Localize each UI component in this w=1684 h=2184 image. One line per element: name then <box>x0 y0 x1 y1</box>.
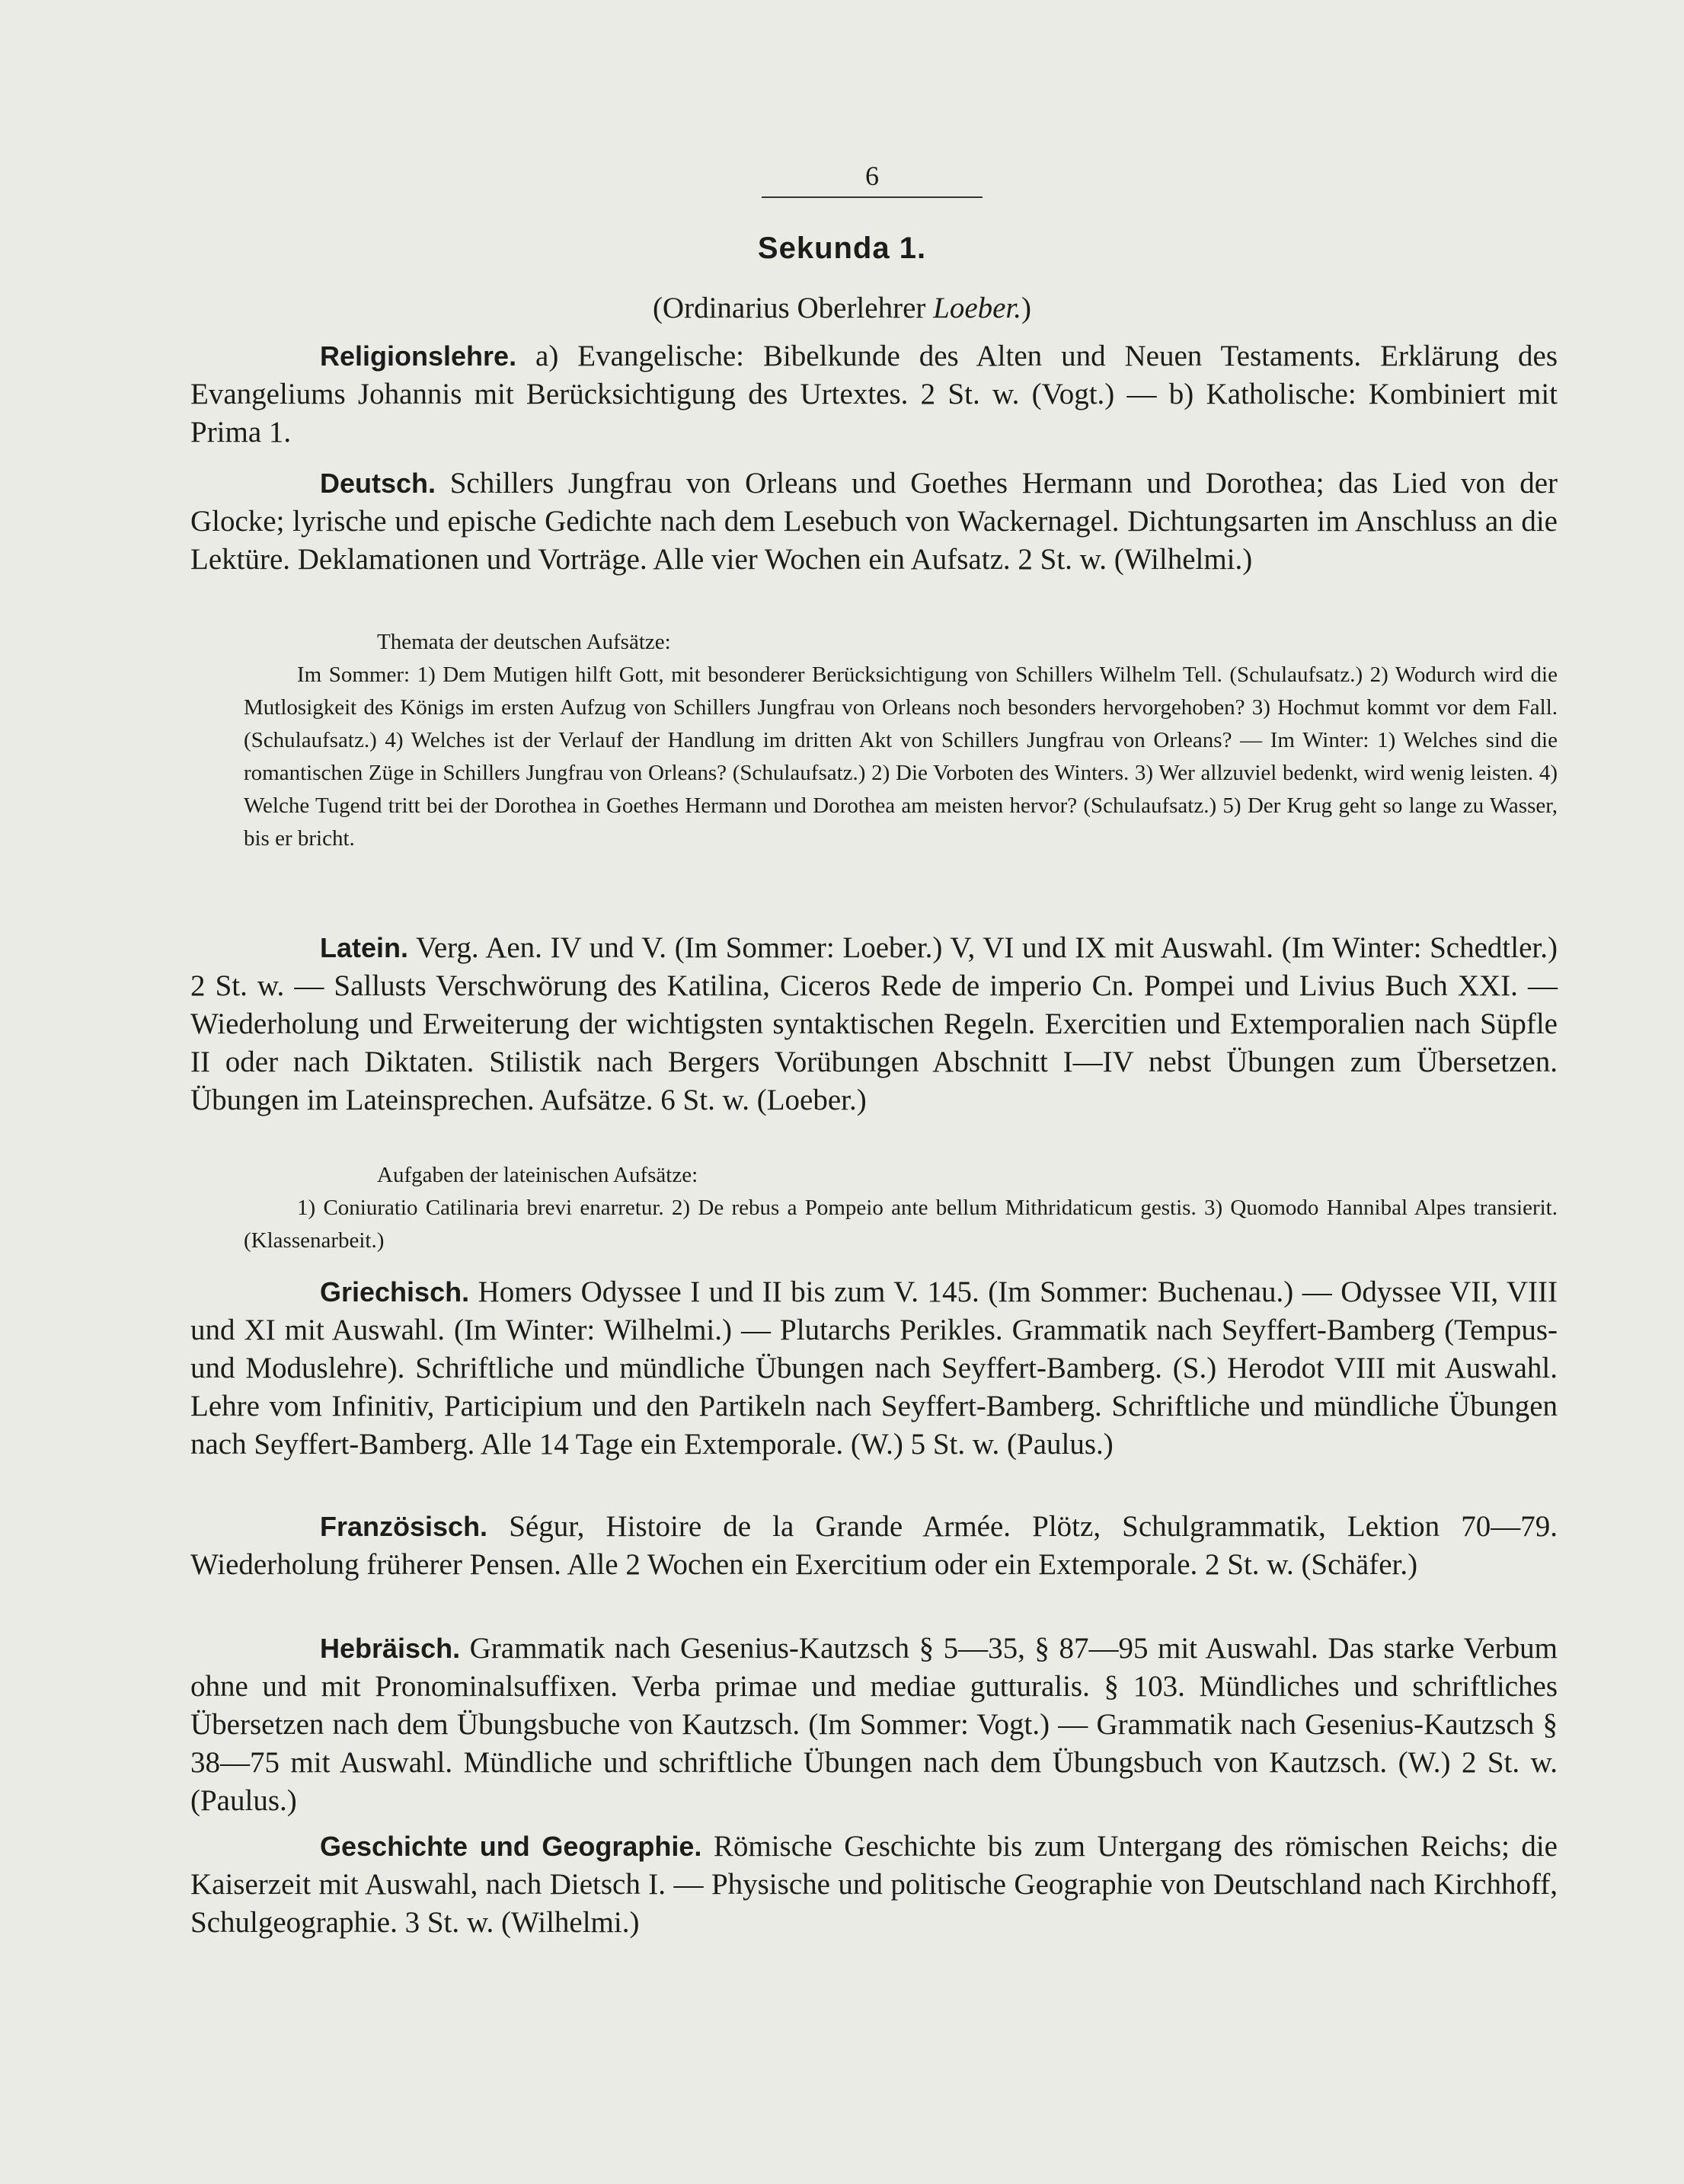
page-number-rule <box>762 196 983 198</box>
subtitle-suffix: ) <box>1021 292 1032 324</box>
section-text-deutsch: Schillers Jungfrau von Orleans und Goethes Hermann und Dorothea; das Lied von der Glocke; lyrische und epische Gedichte nach dem Lesebuch von Wackernagel. Dichtungsarten im Anschluss an die Lektüre. Deklamationen und Vorträge. Alle vier Wochen ein Aufsatz. 2 St. w. (Wilhelmi.) <box>190 467 1558 576</box>
section-latein <box>190 929 1558 1119</box>
section-religion <box>190 337 1558 452</box>
section-head-franzoesisch: Französisch. <box>320 1511 488 1542</box>
page-title: Sekunda 1. <box>757 231 927 265</box>
section-text-griechisch: Homers Odyssee I und II bis zum V. 145. (Im Sommer: Buchenau.) — Odyssee VII, VIII und XI mit Auswahl. (Im Winter: Wilhelmi.) — Plutarchs Perikles. Grammatik nach Seyffert-Bamberg (Tempus- und Moduslehre). Schriftliche und mündliche Übungen nach Seyffert-Bamberg. (S.) Herodot VIII mit Auswahl. Lehre vom Infinitiv, Participium und den Partikeln nach Seyffert-Bamberg. Schriftliche und mündliche Übungen nach Seyffert-Bamberg. Alle 14 Tage ein Extemporale. (W.) 5 St. w. (Paulus.) <box>190 1276 1558 1461</box>
section-head-griechisch: Griechisch. <box>320 1276 470 1308</box>
section-text-franzoesisch: Ségur, Histoire de la Grande Armée. Plötz, Schulgrammatik, Lektion 70—79. Wiederholung früherer Pensen. Alle 2 Wochen ein Exercitium oder ein Extemporale. 2 St. w. (Schäfer.) <box>190 1510 1558 1581</box>
section-geschichte <box>190 1828 1558 1942</box>
themata-title: Themata der deutschen Aufsätze: <box>377 630 671 654</box>
page-subtitle <box>0 291 1684 325</box>
section-head-religion: Religionslehre. <box>320 340 517 372</box>
aufgaben-block <box>244 1159 1558 1257</box>
section-text-religion: a) Evangelische: Bibelkunde des Alten und Neuen Testaments. Erklärung des Evangeliums Johannis mit Berücksichtigung des Urtextes. 2 St. w. (Vogt.) — b) Katholische: Kombiniert mit Prima 1. <box>190 340 1558 449</box>
section-text-geschichte: Römische Geschichte bis zum Untergang des römischen Reichs; die Kaiserzeit mit Auswahl, nach Dietsch I. — Physische und politische Geographie von Deutschland nach Kirchhoff, Schulgeographie. 3 St. w. (Wilhelmi.) <box>190 1830 1558 1939</box>
section-text-hebraeisch: Grammatik nach Gesenius-Kautzsch § 5—35, § 87—95 mit Auswahl. Das starke Verbum ohne und mit Pronominalsuffixen. Verba primae und mediae gutturalis. § 103. Mündliches und schriftliches Übersetzen nach dem Übungsbuche von Kautzsch. (Im Sommer: Vogt.) — Grammatik nach Gesenius-Kautzsch § 38—75 mit Auswahl. Mündliche und schriftliche Übungen nach dem Übungsbuch von Kautzsch. (W.) 2 St. w. (Paulus.) <box>190 1632 1558 1817</box>
section-deutsch <box>190 465 1558 579</box>
section-head-geschichte: Geschichte und Geographie. <box>320 1831 702 1862</box>
section-franzoesisch <box>190 1508 1558 1584</box>
section-text-latein: Verg. Aen. IV und V. (Im Sommer: Loeber.) V, VI und IX mit Auswahl. (Im Winter: Schedtler.) 2 St. w. — Sallusts Verschwörung des Katilina, Ciceros Rede de imperio Cn. Pompei und Livius Buch XXI. — Wiederholung und Erweiterung der wichtigsten syntaktischen Regeln. Exercitien und Extemporalien nach Süpfle II oder nach Diktaten. Stilistik nach Bergers Vorübungen Abschnitt I—IV nebst Übungen zum Übersetzen. Übungen im Lateinsprechen. Aufsätze. 6 St. w. (Loeber.) <box>190 931 1558 1116</box>
subtitle-prefix: (Ordinarius Oberlehrer <box>652 292 934 324</box>
section-head-hebraeisch: Hebräisch. <box>320 1633 461 1664</box>
aufgaben-title: Aufgaben der lateinischen Aufsätze: <box>377 1163 698 1187</box>
subtitle-name: Loeber. <box>933 292 1022 324</box>
aufgaben-text: 1) Coniuratio Catilinaria brevi enarretur. 2) De rebus a Pompeio ante bellum Mithridaticum gestis. 3) Quomodo Hannibal Alpes transierit. (Klassenarbeit.) <box>244 1196 1558 1253</box>
section-griechisch <box>190 1273 1558 1464</box>
section-head-deutsch: Deutsch. <box>320 468 436 499</box>
themata-block <box>244 626 1558 855</box>
themata-text: Im Sommer: 1) Dem Mutigen hilft Gott, mit besonderer Berücksichtigung von Schillers Wilhelm Tell. (Schulaufsatz.) 2) Wodurch wird die Mutlosigkeit des Königs im ersten Aufzug von Schillers Jungfrau von Orleans noch besonders hervorgehoben? 3) Hochmut kommt vor dem Fall. (Schulaufsatz.) 4) Welches ist der Verlauf der Handlung im dritten Akt von Schillers Jungfrau von Orleans? — Im Winter: 1) Welches sind die romantischen Züge in Schillers Jungfrau von Orleans? (Schulaufsatz.) 2) Die Vorboten des Winters. 3) Wer allzuviel bedenkt, wird wenig leisten. 4) Welche Tugend tritt bei der Dorothea in Goethes Hermann und Dorothea am meisten hervor? (Schulaufsatz.) 5) Der Krug geht so lange zu Wasser, bis er bricht. <box>244 663 1558 851</box>
page-number: 6 <box>865 161 879 191</box>
section-hebraeisch <box>190 1630 1558 1820</box>
section-head-latein: Latein. <box>320 932 409 963</box>
